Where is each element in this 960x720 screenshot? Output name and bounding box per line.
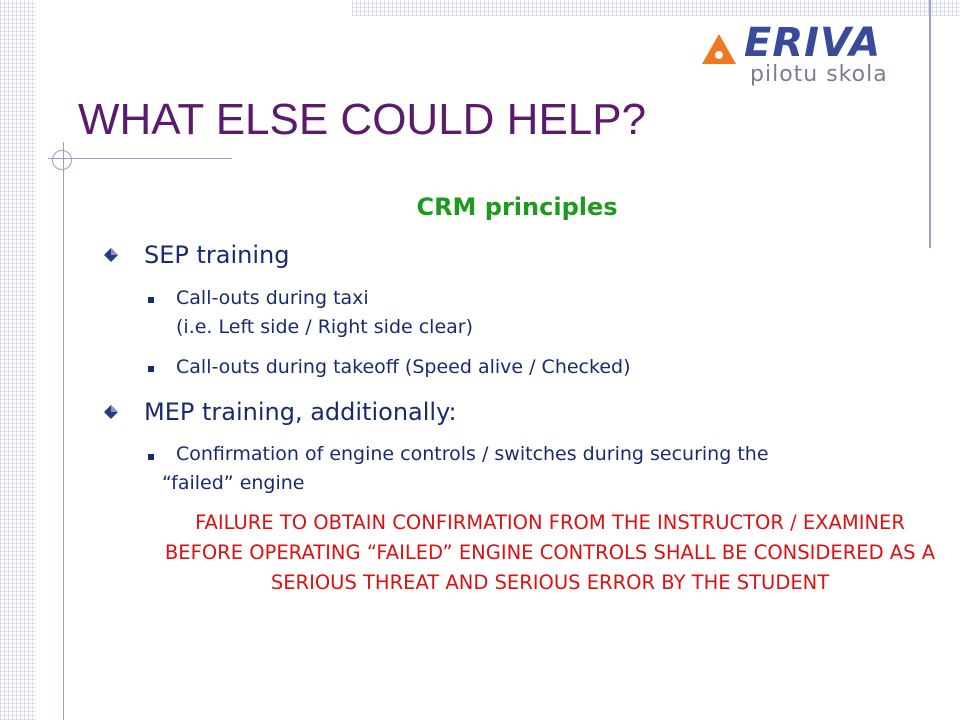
diamond-bullet-icon: [104, 248, 118, 262]
left-pattern-band: [0, 0, 36, 720]
warning-text: FAILURE TO OBTAIN CONFIRMATION FROM THE INSTRUCTOR / EXAMINER BEFORE OPERATING “FAILED” ENGINE CONTROLS SHALL BE CONSIDERED AS A SERIOUS THREAT AND SERIOUS ERROR BY THE STUDENT: [164, 511, 936, 594]
bullet-taxi-line1: Call-outs during taxi: [176, 287, 369, 309]
bullet-taxi-line2: (i.e. Left side / Right side clear): [176, 316, 474, 338]
diamond-bullet-icon: [104, 405, 118, 419]
square-bullet-icon: [148, 366, 154, 372]
logo-subtitle: pilotu skola: [750, 62, 888, 87]
accent-circle: [52, 150, 72, 170]
slide-subtitle: CRM principles: [416, 193, 618, 221]
section-heading-sep: SEP training: [144, 241, 290, 269]
square-bullet-icon: [148, 297, 154, 303]
eriva-logo: [696, 20, 926, 100]
bullet-confirmation-line1: Confirmation of engine controls / switches during securing the: [176, 443, 769, 465]
section-heading-mep: MEP training, additionally:: [144, 398, 457, 426]
logo-name: ERIVA: [744, 20, 882, 66]
title-underline: [48, 158, 232, 159]
left-accent-line: [63, 142, 64, 720]
logo-triangle-icon: [700, 32, 738, 66]
top-pattern-band: [352, 0, 960, 16]
square-bullet-icon: [148, 454, 154, 460]
bullet-confirmation-line2: “failed” engine: [162, 472, 305, 494]
bullet-takeoff: Call-outs during takeoff (Speed alive / Checked): [176, 356, 631, 378]
slide-title: WHAT ELSE COULD HELP?: [78, 95, 647, 144]
